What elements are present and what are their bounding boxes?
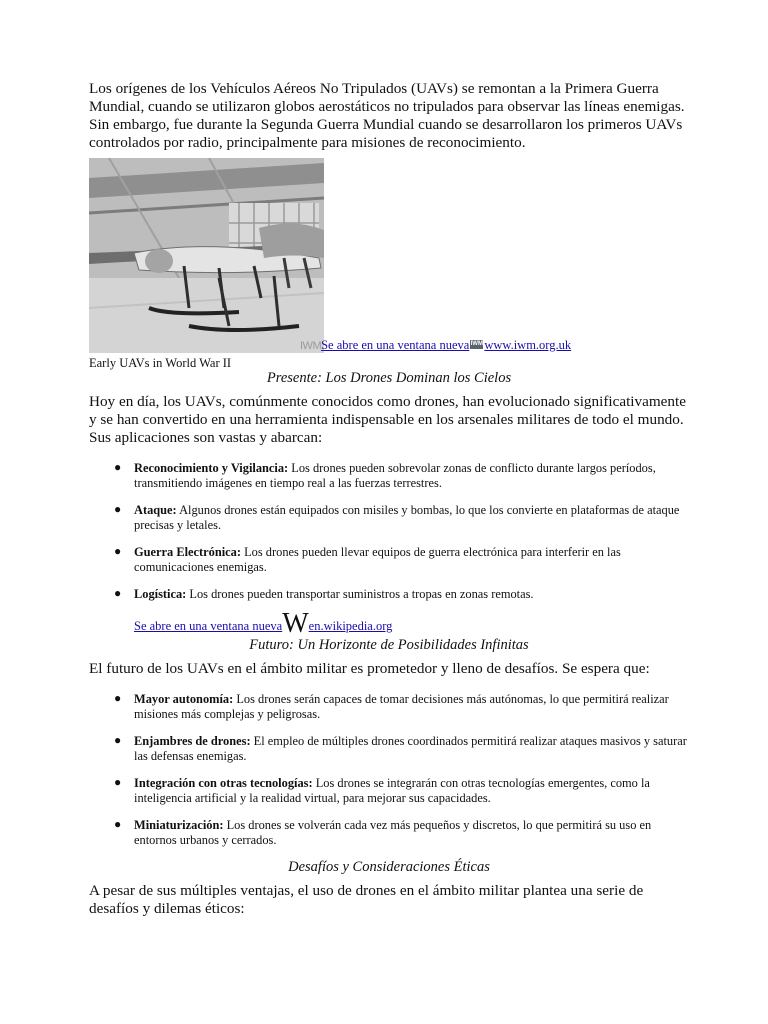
list-item: ● Integración con otras tecnologías: Los drones se integrarán con otras tecnologías emergentes, como la inteligencia artificial y la realidad virtual, para mejorar sus capacidades. [114,775,650,805]
heading-future: Futuro: Un Horizonte de Posibilidades Infinitas [249,637,529,653]
iwm-source-link[interactable]: www.iwm.org.uk [484,338,572,352]
ww2-uav-photo[interactable] [89,158,324,353]
list-item: ● Miniaturización: Los drones se volverán cada vez más pequeños y discretos, lo que permitirá su uso en entornos urbanos y cerrados. [114,817,652,847]
hangar-aircraft-image [89,158,324,353]
figure-source-line [300,338,571,353]
wikipedia-source-line [134,608,689,639]
intro-paragraph: Los orígenes de los Vehículos Aéreos No Tripulados (UAVs) se remontan a la Primera Guerra Mundial, cuando se utilizaron globos aerostáticos no tripulados para observar las líneas enemigas. Sin embargo, fue durante la Segunda Guerra Mundial cuando se desarrollaron los primeros UAVs controlados por radio, principalmente para misiones de reconocimiento. [89,80,685,151]
bullet-icon: ● [114,817,122,831]
bullet-icon: ● [114,775,122,789]
iwm-favicon-icon: IWM [470,341,483,347]
present-list [89,461,689,602]
heading-challenges: Desafíos y Consideraciones Éticas [288,859,490,875]
bullet-icon: ● [114,544,122,558]
document-body [89,80,689,918]
list-item: ● Guerra Electrónica: Los drones pueden llevar equipos de guerra electrónica para interferir en las comunicaciones enemigas. [114,544,621,574]
list-item: ● Reconocimiento y Vigilancia: Los drones pueden sobrevolar zonas de conflicto durante largos períodos, transmitiendo imágenes en tiempo real a las fuerzas terrestres. [114,460,656,490]
iwm-watermark: IWM [300,340,322,352]
wikipedia-source-link[interactable]: en.wikipedia.org [308,619,393,633]
future-list [89,692,689,848]
bullet-icon: ● [114,586,122,600]
wikipedia-logo-icon: W [282,608,309,639]
heading-present: Presente: Los Drones Dominan los Cielos [266,370,512,386]
bullet-icon: ● [114,691,122,705]
bullet-icon: ● [114,460,122,474]
list-item: ● Mayor autonomía: Los drones serán capaces de tomar decisiones más autónomas, lo que permitirá realizar misiones más complejas y peligrosas. [114,691,669,721]
figure [89,158,689,354]
open-new-window-link[interactable]: Se abre en una ventana nueva [321,338,470,352]
present-paragraph: Hoy en día, los UAVs, comúnmente conocidos como drones, han evolucionado significativamente y se han convertido en una herramienta indispensable en los arsenales militares de todo el mundo. Sus aplicaciones son vastas y abarcan: [89,393,686,446]
bullet-icon: ● [114,502,122,516]
bullet-icon: ● [114,733,122,747]
list-item: ● Ataque: Algunos drones están equipados con misiles y bombas, lo que los convierte en plataformas de ataque precisas y letales. [114,502,680,532]
figure-caption: Early UAVs in World War II [89,356,232,370]
open-new-window-link[interactable]: Se abre en una ventana nueva [134,619,283,633]
future-paragraph: El futuro de los UAVs en el ámbito militar es prometedor y lleno de desafíos. Se espera que: [89,660,650,677]
list-item: ● Enjambres de drones: El empleo de múltiples drones coordinados permitirá realizar ataques masivos y saturar las defensas enemigas. [114,733,687,763]
challenges-paragraph: A pesar de sus múltiples ventajas, el uso de drones en el ámbito militar plantea una serie de desafíos y dilemas éticos: [89,882,644,917]
list-item: ● Logística: Los drones pueden transportar suministros a tropas en zonas remotas. [114,586,534,601]
